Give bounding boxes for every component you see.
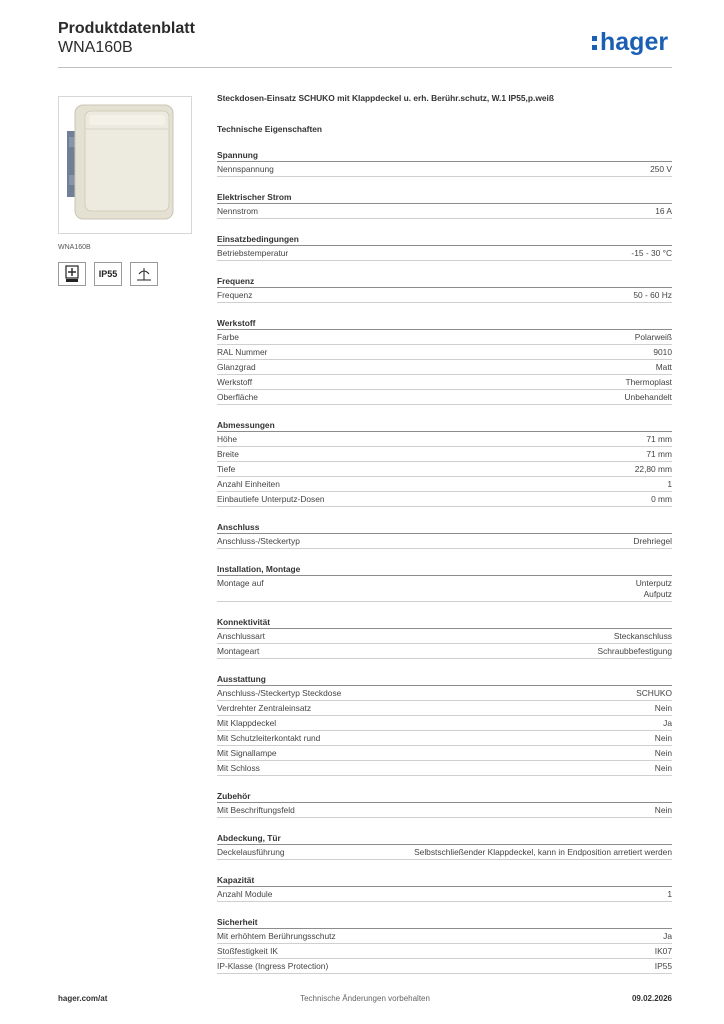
spec-sections <box>217 149 672 974</box>
spec-label: Mit Signallampe <box>217 748 277 758</box>
product-number: WNA160B <box>58 39 133 56</box>
spec-value-line: Nein <box>654 748 672 758</box>
spec-value <box>655 946 672 957</box>
spec-section <box>217 673 672 776</box>
spec-row <box>217 162 672 177</box>
spec-label: Mit Beschriftungsfeld <box>217 805 295 815</box>
spec-value <box>663 718 672 729</box>
spec-value-line: SCHUKO <box>636 688 672 698</box>
header-divider <box>58 67 672 68</box>
spec-label: IP-Klasse (Ingress Protection) <box>217 961 329 971</box>
spec-value-line: Matt <box>655 362 672 372</box>
ip-rating-icon: IP55 <box>94 262 122 286</box>
spec-row <box>217 477 672 492</box>
spec-value-line: 16 A <box>655 206 672 216</box>
spec-section <box>217 563 672 602</box>
spec-value-line: Drehriegel <box>633 536 672 546</box>
spec-row <box>217 716 672 731</box>
footer-disclaimer: Technische Änderungen vorbehalten <box>300 994 430 1003</box>
spec-row <box>217 492 672 507</box>
spec-value <box>655 748 672 759</box>
section-title: Zubehör <box>217 790 672 803</box>
spec-value <box>635 332 672 343</box>
spec-value-line: Nein <box>654 805 672 815</box>
spec-row <box>217 330 672 345</box>
spec-value <box>636 688 672 699</box>
spec-value-line: 250 V <box>650 164 672 174</box>
spec-value <box>633 290 672 301</box>
spec-section <box>217 832 672 860</box>
image-caption: WNA160B <box>58 244 91 251</box>
spec-value-line: Thermoplast <box>625 377 672 387</box>
spec-value <box>646 434 672 445</box>
spec-value <box>614 631 672 642</box>
socket-illustration <box>59 97 191 233</box>
spec-section <box>217 521 672 549</box>
spec-row <box>217 761 672 776</box>
section-title: Abdeckung, Tür <box>217 832 672 845</box>
spec-label: Nennstrom <box>217 206 258 216</box>
spec-value-line: 22,80 mm <box>634 464 672 474</box>
spec-label: Montage auf <box>217 578 264 588</box>
spec-value <box>598 646 673 657</box>
spec-value <box>633 536 672 547</box>
spec-value <box>667 889 672 900</box>
spec-value <box>655 961 672 972</box>
spec-section <box>217 916 672 974</box>
footer-date: 09.02.2026 <box>631 994 672 1003</box>
spec-row <box>217 686 672 701</box>
spec-section <box>217 233 672 261</box>
section-title: Kapazität <box>217 874 672 887</box>
symbol-row <box>58 262 158 286</box>
spec-label: Mit erhöhtem Berührungsschutz <box>217 931 336 941</box>
spec-row <box>217 803 672 818</box>
spec-row <box>217 360 672 375</box>
spec-row <box>217 390 672 405</box>
section-title: Anschluss <box>217 521 672 534</box>
spec-value-line: Unterputz <box>635 578 672 588</box>
spec-row <box>217 246 672 261</box>
section-title: Abmessungen <box>217 419 672 432</box>
spec-value <box>656 362 672 373</box>
spec-label: Tiefe <box>217 464 236 474</box>
spec-label: Mit Schutzleiterkontakt rund <box>217 733 321 743</box>
spec-value <box>625 392 673 403</box>
spec-label: Höhe <box>217 434 238 444</box>
spec-label: Anzahl Module <box>217 889 273 899</box>
spec-value <box>663 931 672 942</box>
spec-value <box>650 164 672 175</box>
spec-row <box>217 432 672 447</box>
page-title: Produktdatenblatt <box>58 20 195 37</box>
protection-class-icon <box>58 262 86 286</box>
spec-row <box>217 447 672 462</box>
spec-value <box>651 494 672 505</box>
spec-label: Mit Schloss <box>217 763 260 773</box>
spec-label: Anschluss-/Steckertyp Steckdose <box>217 688 342 698</box>
spec-label: Montageart <box>217 646 260 656</box>
tech-properties-heading: Technische Eigenschaften <box>217 124 323 134</box>
spec-row <box>217 204 672 219</box>
logo-text: hager <box>600 28 669 56</box>
spec-row <box>217 288 672 303</box>
spec-value <box>631 248 672 259</box>
spec-value <box>646 449 672 460</box>
spec-content <box>217 91 672 974</box>
spec-label: Oberfläche <box>217 392 258 402</box>
spec-row <box>217 746 672 761</box>
spec-section <box>217 149 672 177</box>
spec-value-line: 0 mm <box>651 494 672 504</box>
section-title: Einsatzbedingungen <box>217 233 672 246</box>
spec-value-line: Unbehandelt <box>624 392 672 402</box>
spec-label: Glanzgrad <box>217 362 256 372</box>
spec-value-line: IK07 <box>654 946 672 956</box>
spec-label: Breite <box>217 449 239 459</box>
spec-row <box>217 701 672 716</box>
spec-value-line: 71 mm <box>646 449 672 459</box>
spec-label: Mit Klappdeckel <box>217 718 277 728</box>
spec-row <box>217 345 672 360</box>
spec-row <box>217 845 672 860</box>
mounting-icon <box>130 262 158 286</box>
spec-value-line: Nein <box>654 733 672 743</box>
spec-section <box>217 419 672 507</box>
spec-label: Einbautiefe Unterputz-Dosen <box>217 494 325 504</box>
spec-row <box>217 629 672 644</box>
spec-label: Nennspannung <box>217 164 274 174</box>
spec-value <box>653 347 672 358</box>
spec-label: Anschluss-/Steckertyp <box>217 536 300 546</box>
spec-section <box>217 317 672 405</box>
spec-value <box>414 847 672 858</box>
spec-value <box>655 733 672 744</box>
spec-value <box>655 703 672 714</box>
spec-value-line: Selbstschließender Klappdeckel, kann in Endposition arretiert werden <box>414 847 672 857</box>
section-title: Frequenz <box>217 275 672 288</box>
spec-value-line: 50 - 60 Hz <box>633 290 672 300</box>
spec-row <box>217 534 672 549</box>
spec-row <box>217 959 672 974</box>
spec-value-line: Steckanschluss <box>613 631 672 641</box>
section-title: Sicherheit <box>217 916 672 929</box>
spec-label: Anzahl Einheiten <box>217 479 280 489</box>
spec-value-line: Ja <box>663 718 672 728</box>
section-title: Installation, Montage <box>217 563 672 576</box>
spec-label: Anschlussart <box>217 631 265 641</box>
spec-label: RAL Nummer <box>217 347 268 357</box>
spec-value <box>636 578 672 600</box>
spec-value-line: Schraubbefestigung <box>597 646 672 656</box>
product-description: Steckdosen-Einsatz SCHUKO mit Klappdeckel u. erh. Berühr.schutz, W.1 IP55,p.weiß <box>217 93 554 103</box>
spec-row <box>217 375 672 390</box>
spec-value <box>655 206 672 217</box>
spec-section <box>217 191 672 219</box>
spec-section <box>217 874 672 902</box>
section-title: Spannung <box>217 149 672 162</box>
footer-website[interactable]: hager.com/at <box>58 994 108 1003</box>
spec-value-line: 9010 <box>653 347 672 357</box>
spec-label: Stoßfestigkeit IK <box>217 946 278 956</box>
hager-logo <box>591 27 675 57</box>
spec-label: Deckelausführung <box>217 847 285 857</box>
spec-row <box>217 731 672 746</box>
spec-row <box>217 576 672 602</box>
spec-value-line: Polarweiß <box>634 332 672 342</box>
spec-value-line: 1 <box>667 479 672 489</box>
spec-row <box>217 462 672 477</box>
spec-value-line: Ja <box>663 931 672 941</box>
spec-label: Betriebstemperatur <box>217 248 289 258</box>
spec-value-line: -15 - 30 °C <box>631 248 672 258</box>
spec-value-line: Nein <box>654 763 672 773</box>
spec-value-line: IP55 <box>654 961 672 971</box>
spec-row <box>217 944 672 959</box>
spec-row <box>217 929 672 944</box>
spec-value <box>635 464 672 475</box>
spec-row <box>217 644 672 659</box>
spec-section <box>217 275 672 303</box>
spec-label: Verdrehter Zentraleinsatz <box>217 703 312 713</box>
spec-value-line: Aufputz <box>643 589 672 599</box>
spec-value <box>625 377 672 388</box>
spec-label: Frequenz <box>217 290 253 300</box>
section-title: Werkstoff <box>217 317 672 330</box>
spec-section <box>217 790 672 818</box>
spec-value-line: 1 <box>667 889 672 899</box>
spec-section <box>217 616 672 659</box>
spec-label: Werkstoff <box>217 377 253 387</box>
section-title: Elektrischer Strom <box>217 191 672 204</box>
product-image <box>58 96 192 234</box>
spec-value-line: 71 mm <box>646 434 672 444</box>
spec-value <box>655 763 672 774</box>
spec-row <box>217 887 672 902</box>
spec-value-line: Nein <box>654 703 672 713</box>
section-title: Ausstattung <box>217 673 672 686</box>
section-title: Konnektivität <box>217 616 672 629</box>
spec-value <box>655 805 672 816</box>
spec-value <box>667 479 672 490</box>
spec-label: Farbe <box>217 332 239 342</box>
